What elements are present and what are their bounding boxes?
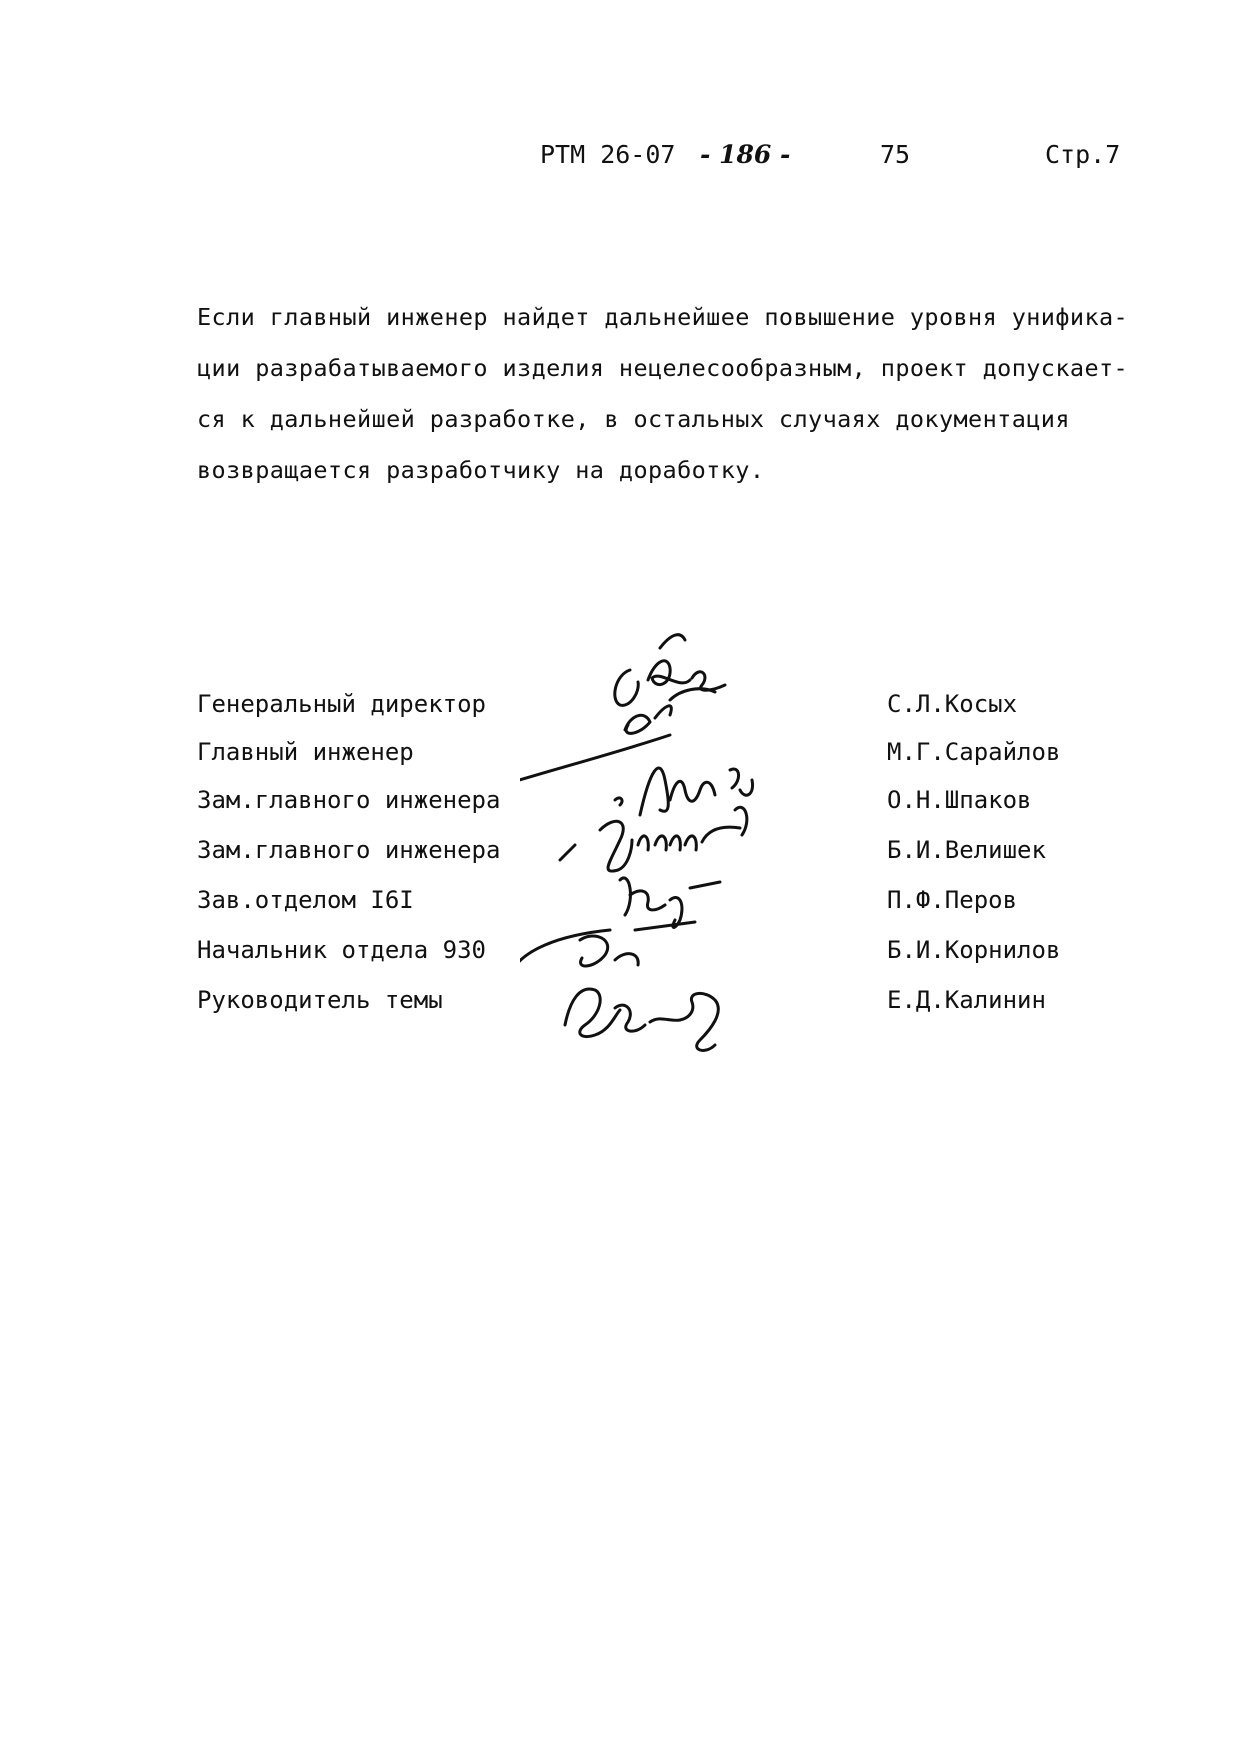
signatory-name: Б.И.Велишек: [887, 836, 1046, 864]
document-number: - 186 -: [700, 140, 791, 169]
signatory-position: Начальник отдела 930: [197, 936, 486, 964]
signatory-position: Зав.отделом I6I: [197, 886, 414, 914]
signature-director: [615, 635, 725, 706]
signatory-name: С.Л.Косых: [887, 690, 1018, 718]
signatory-name: М.Г.Сарайлов: [887, 738, 1061, 766]
paragraph-line: ции разрабатываемого изделия нецелесообразным, проект допускает-: [197, 354, 1129, 382]
paragraph-line: Если главный инженер найдет дальнейшее повышение уровня унифика-: [197, 303, 1129, 331]
document-year: 75: [880, 140, 911, 169]
paragraph-line: ся к дальнейшей разработке, в остальных случаях документация: [197, 405, 1070, 433]
signatory-position: Зам.главного инженера: [197, 836, 501, 864]
signatory-position: Генеральный директор: [197, 690, 486, 718]
handwritten-signatures: [520, 630, 860, 1090]
signature-dept-head-930: [520, 922, 695, 975]
signatory-name: Е.Д.Калинин: [887, 986, 1046, 1014]
signature-dept-head-161: [620, 878, 720, 927]
page-header: [0, 140, 1246, 180]
document-code: РТМ 26-07: [540, 140, 676, 169]
signature-deputy-2: [560, 807, 747, 871]
signatory-name: О.Н.Шпаков: [887, 786, 1032, 814]
body-paragraph: [197, 292, 1197, 496]
signatory-position: Зам.главного инженера: [197, 786, 501, 814]
signatory-name: Б.И.Корнилов: [887, 936, 1061, 964]
page-number: Стр.7: [1045, 140, 1121, 169]
paragraph-line: возвращается разработчику на доработку.: [197, 456, 765, 484]
signatory-position: Руководитель темы: [197, 986, 443, 1014]
signatory-name: П.Ф.Перов: [887, 886, 1018, 914]
signatory-position: Главный инженер: [197, 738, 414, 766]
signature-deputy-1: [615, 768, 753, 815]
signature-project-lead: [565, 989, 718, 1050]
